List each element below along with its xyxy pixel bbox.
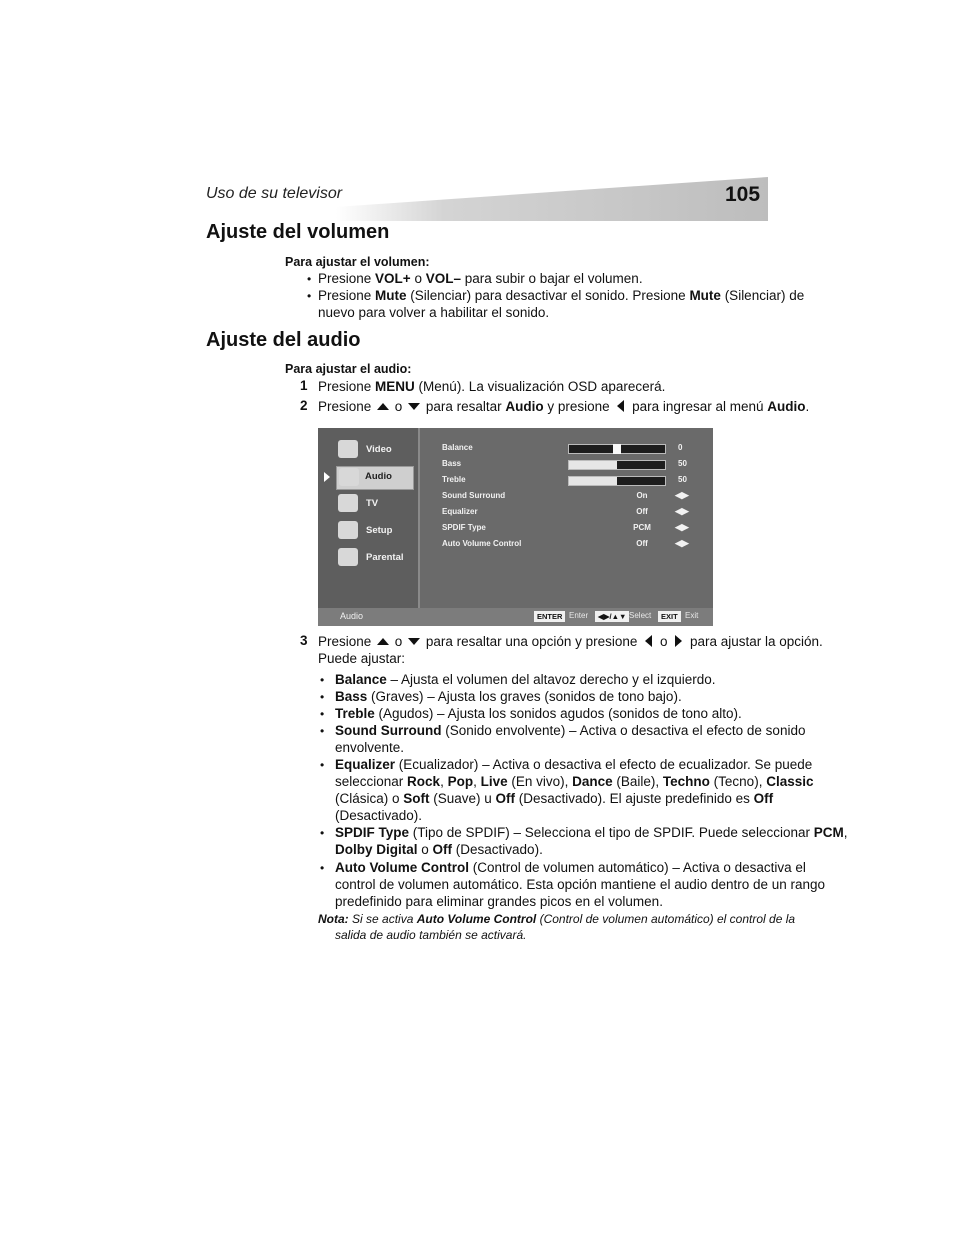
left-right-arrows-icon: ◀▶	[675, 490, 689, 500]
audio-heading: Ajuste del audio	[206, 329, 361, 351]
audio-step-3: Presione o para resaltar una opción y presione o para ajustar la opción. Puede ajustar:	[318, 634, 823, 666]
parental-icon	[338, 548, 358, 566]
audio-icon	[339, 468, 359, 486]
left-arrow-icon	[617, 400, 624, 412]
osd-row-equalizer: Equalizer Off ◀▶	[442, 506, 689, 516]
header-band	[336, 177, 768, 221]
down-arrow-icon	[408, 638, 420, 645]
note: Nota: Si se activa Auto Volume Control (Control de volumen automático) el control de la salida de audio también se activará.	[318, 912, 796, 942]
osd-row-spdif-type: SPDIF Type PCM ◀▶	[442, 522, 689, 532]
osd-row-sound-surround: Sound Surround On ◀▶	[442, 490, 689, 500]
osd-footer: Audio ENTER Enter ◀▶/▲▼ Select EXIT Exit	[318, 608, 713, 626]
audio-subheading: Para ajustar el audio:	[285, 362, 412, 376]
osd-menu-sidebar	[318, 428, 420, 608]
volume-heading: Ajuste del volumen	[206, 221, 390, 243]
balance-knob	[613, 444, 621, 454]
up-arrow-icon	[377, 638, 389, 645]
option-spdif-type: SPDIF Type (Tipo de SPDIF) – Selecciona el tipo de SPDIF. Puede seleccionar PCM, Dolby Digital o Off (Desactivado).	[335, 825, 848, 857]
volume-bullet-1: Presione VOL+ o VOL– para subir o bajar el volumen.	[318, 271, 643, 286]
osd-pointer-icon	[324, 472, 330, 482]
bullet: •	[320, 826, 325, 840]
option-balance: Balance – Ajusta el volumen del altavoz derecho y el izquierdo.	[335, 672, 716, 687]
audio-step-2: Presione o para resaltar Audio y presione para ingresar al menú Audio.	[318, 399, 810, 414]
bullet: •	[307, 289, 312, 303]
down-arrow-icon	[408, 403, 420, 410]
osd-menu-item-audio: Audio	[336, 466, 414, 490]
osd-row-bass: Bass 50	[442, 459, 687, 468]
bullet: •	[320, 690, 325, 704]
osd-row-auto-volume-control: Auto Volume Control Off ◀▶	[442, 538, 689, 548]
right-arrow-icon	[675, 635, 682, 647]
osd-menu-item-parental: Parental	[338, 548, 414, 570]
option-bass: Bass (Graves) – Ajusta los graves (sonidos de tono bajo).	[335, 689, 682, 704]
osd-audio-menu-screenshot	[318, 428, 713, 626]
tv-icon	[338, 494, 358, 512]
option-treble: Treble (Agudos) – Ajusta los sonidos agudos (sonidos de tono alto).	[335, 706, 742, 721]
treble-bar	[568, 476, 666, 486]
option-equalizer: Equalizer (Ecualizador) – Activa o desactiva el efecto de ecualizador. Se puede seleccionar Rock, Pop, Live (En vivo), Dance (Baile), Techno (Tecno), Classic (Clásica) o Soft (Suave) u Off (Desactivado). El ajuste predefinido es Off (Desactivado).	[335, 757, 814, 823]
osd-row-balance: Balance 0	[442, 443, 683, 452]
nav-key: ◀▶/▲▼	[595, 611, 629, 622]
balance-bar	[568, 444, 666, 454]
step-number: 2	[300, 398, 308, 413]
up-arrow-icon	[377, 403, 389, 410]
step-number: 1	[300, 378, 308, 393]
bass-bar	[568, 460, 666, 470]
volume-bullet-2: Presione Mute (Silenciar) para desactivar el sonido. Presione Mute (Silenciar) de nuevo para volver a habilitar el sonido.	[318, 288, 805, 320]
treble-fill	[569, 477, 617, 485]
step-number: 3	[300, 633, 308, 648]
osd-menu-item-tv: TV	[338, 494, 414, 516]
exit-key: EXIT	[658, 611, 681, 622]
setup-icon	[338, 521, 358, 539]
page-number: 105	[725, 183, 761, 206]
left-right-arrows-icon: ◀▶	[675, 506, 689, 516]
enter-key: ENTER	[534, 611, 565, 622]
osd-menu-item-setup: Setup	[338, 521, 414, 543]
bullet: •	[320, 758, 325, 772]
bullet: •	[320, 673, 325, 687]
bullet: •	[320, 707, 325, 721]
bullet: •	[320, 861, 325, 875]
volume-subheading: Para ajustar el volumen:	[285, 255, 430, 269]
osd-row-treble: Treble 50	[442, 475, 687, 484]
option-auto-volume-control: Auto Volume Control (Control de volumen automático) – Activa o desactiva el control de volumen automático. Esta opción mantiene el audio dentro de un rango predefinido para eliminar grandes picos en el volumen.	[335, 860, 826, 909]
osd-menu-item-video: Video	[338, 440, 414, 462]
bass-fill	[569, 461, 617, 469]
audio-step-1: Presione MENU (Menú). La visualización OSD aparecerá.	[318, 379, 666, 394]
video-icon	[338, 440, 358, 458]
bullet: •	[320, 724, 325, 738]
option-sound-surround: Sound Surround (Sonido envolvente) – Activa o desactiva el efecto de sonido envolvente.	[335, 723, 806, 755]
left-right-arrows-icon: ◀▶	[675, 522, 689, 532]
header-title: Uso de su televisor	[206, 185, 343, 202]
left-arrow-icon	[645, 635, 652, 647]
left-right-arrows-icon: ◀▶	[675, 538, 689, 548]
bullet: •	[307, 272, 312, 286]
